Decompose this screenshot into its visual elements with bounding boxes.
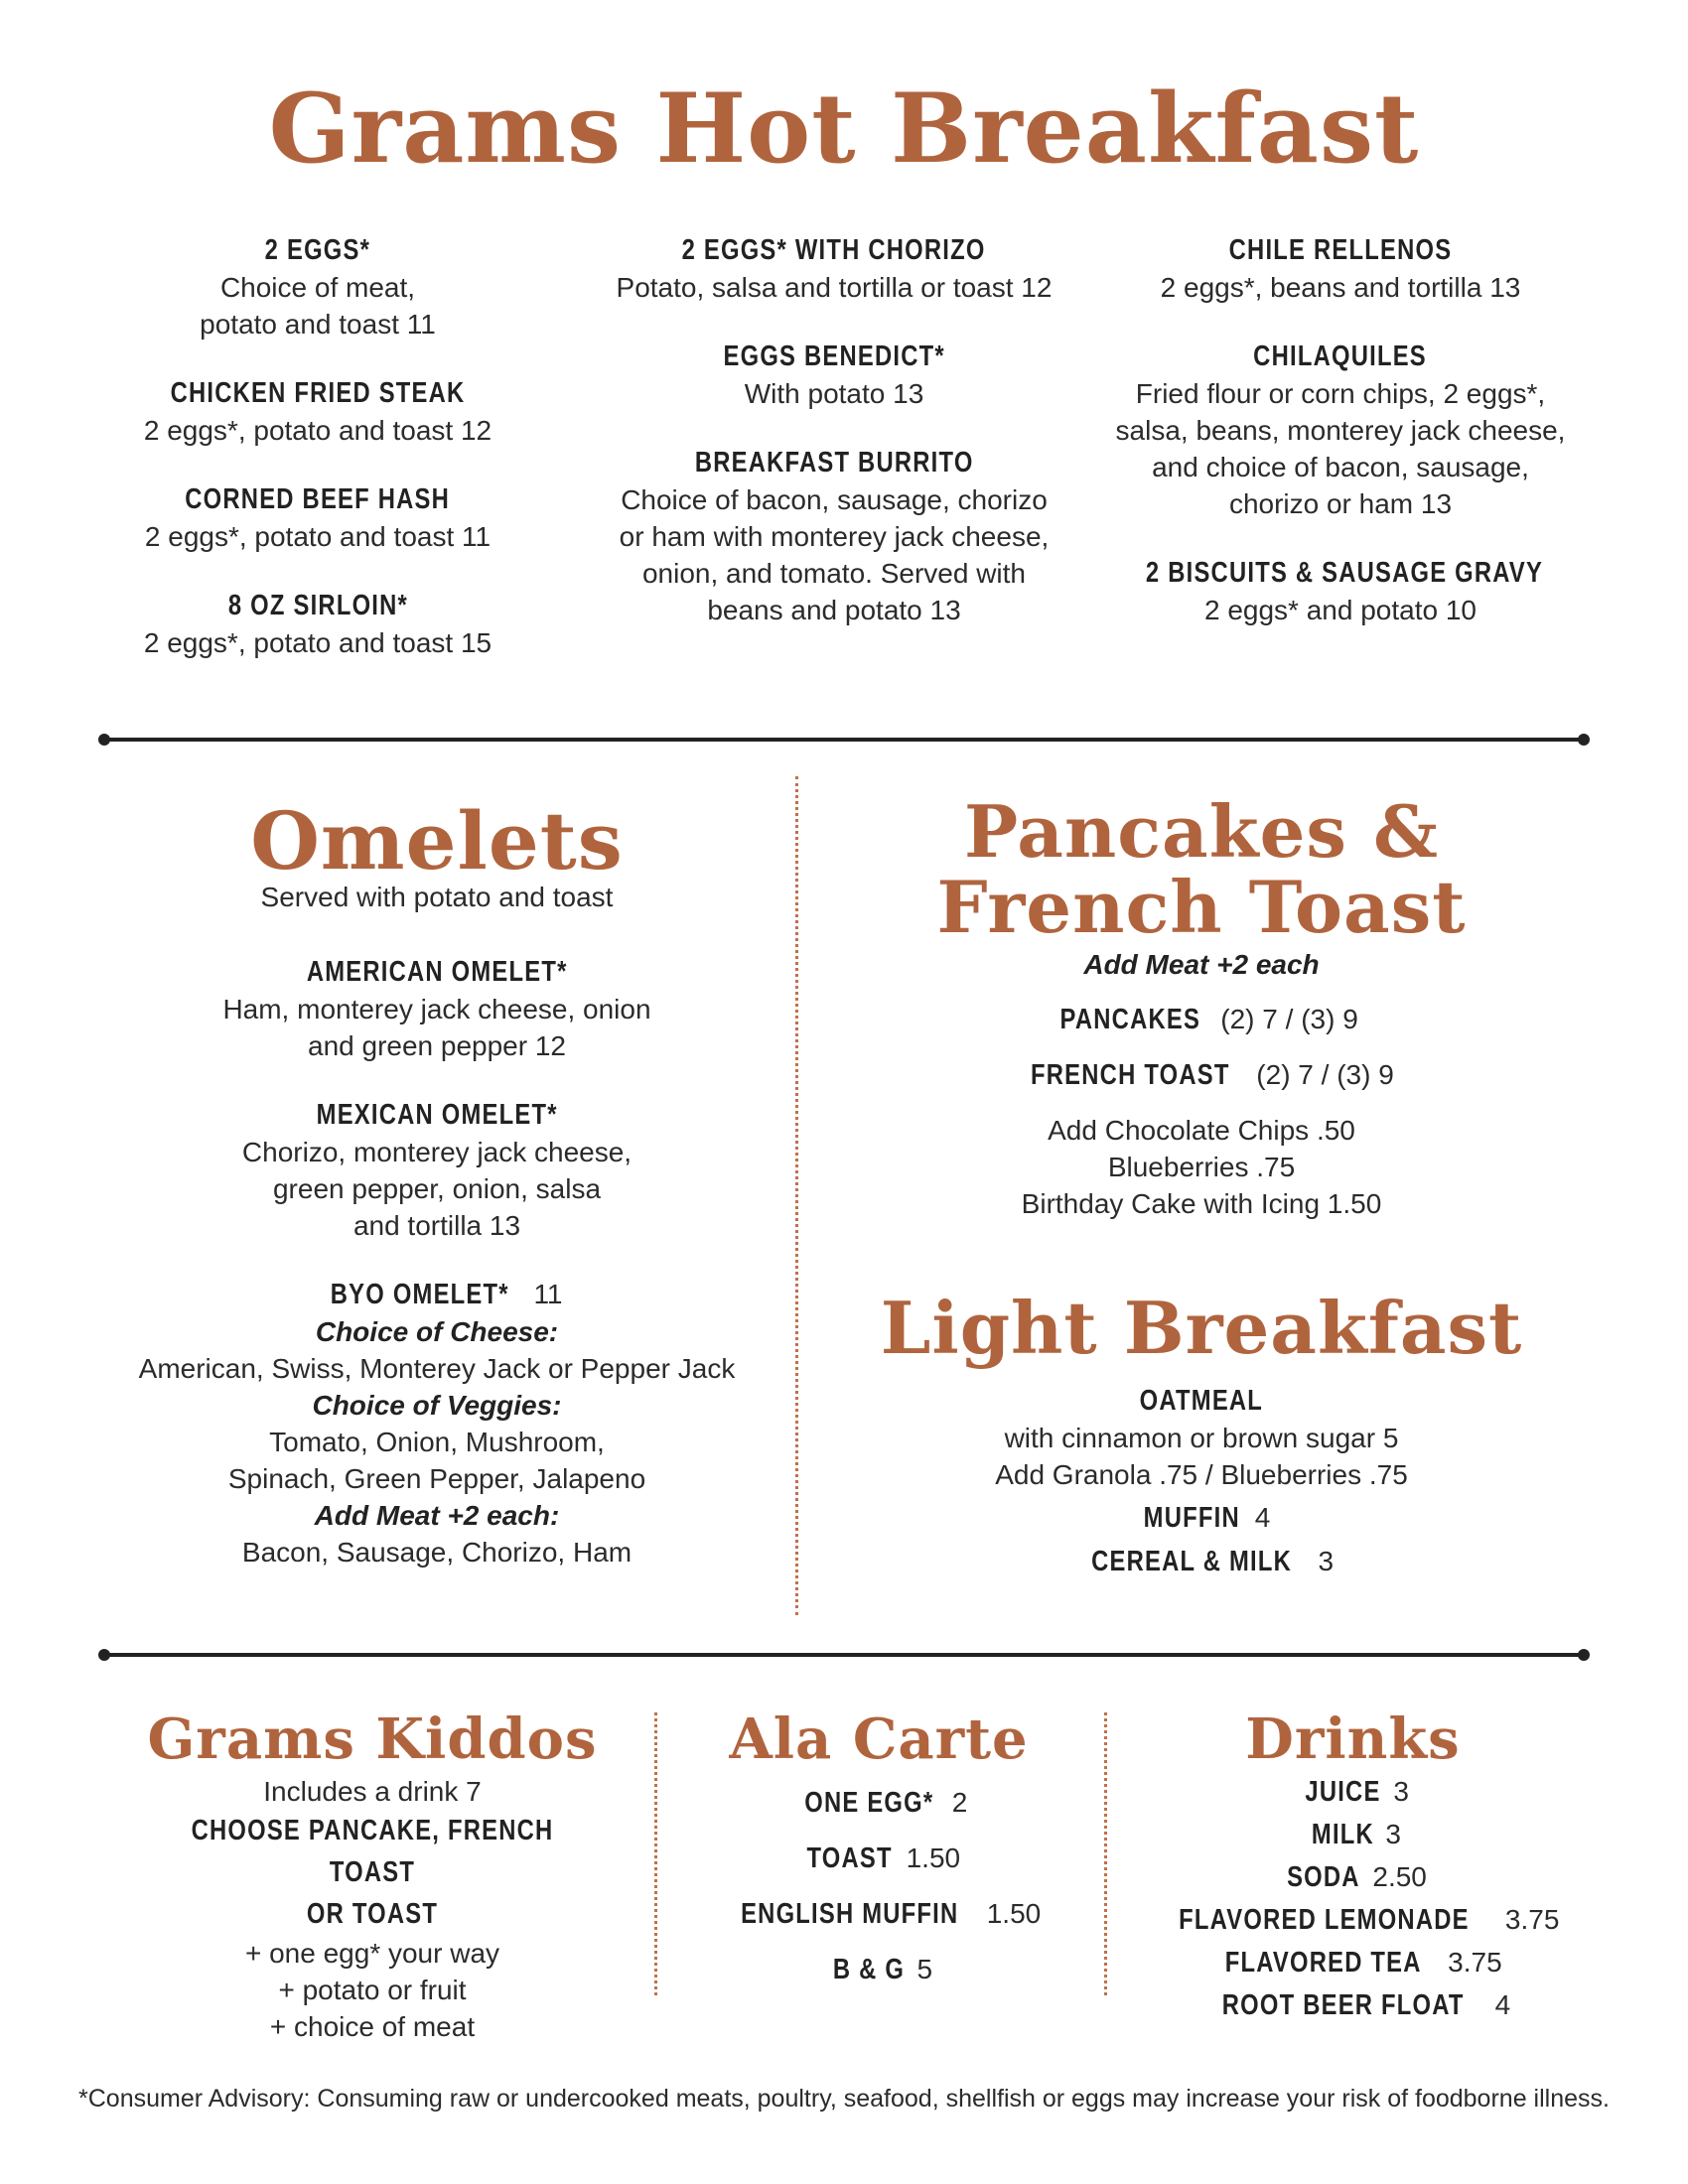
menu-item — [1102, 554, 1579, 628]
drinks-section — [1117, 1773, 1589, 2024]
ala-carte-section — [665, 1784, 1092, 1988]
pancakes-title-line1: Pancakes & — [964, 789, 1439, 874]
veggies-label: Choice of Veggies: — [312, 1390, 562, 1421]
item-price: 3 — [1393, 1776, 1409, 1807]
menu-item — [1117, 1944, 1589, 1981]
item-name: AMERICAN OMELET* — [306, 956, 568, 988]
light-breakfast-section — [854, 1382, 1549, 1580]
menu-item — [854, 1499, 1549, 1537]
cheese-label: Choice of Cheese: — [315, 1316, 559, 1347]
kiddos-extras: + one egg* your way + potato or fruit + choice of meat — [244, 1938, 500, 2042]
section-divider — [104, 738, 1584, 742]
kiddos-choose: CHOOSE PANCAKE, FRENCH TOAST OR TOAST — [191, 1815, 554, 1930]
meat-options: Bacon, Sausage, Chorizo, Ham — [241, 1537, 633, 1568]
item-name: BREAKFAST BURRITO — [694, 447, 974, 478]
menu-item — [1102, 231, 1579, 306]
item-name: CHILAQUILES — [1253, 341, 1428, 372]
item-description: 2 eggs*, potato and toast 11 — [144, 521, 492, 552]
item-description: Ham, monterey jack cheese, onion and green pepper 12 — [222, 994, 651, 1061]
menu-item — [854, 1001, 1549, 1038]
item-name: CHILE RELLENOS — [1228, 234, 1453, 266]
item-description: Fried flour or corn chips, 2 eggs*, salsa, beans, monterey jack cheese, and choice of bacon, sausage, chorizo or ham 13 — [1115, 378, 1566, 519]
item-description: Potato, salsa and tortilla or toast 12 — [616, 272, 1053, 303]
add-meat-note: Add Meat +2 each — [1083, 949, 1320, 980]
item-price: 3 — [1318, 1546, 1335, 1576]
vertical-divider — [795, 776, 798, 1615]
item-name: CHICKEN FRIED STEAK — [170, 377, 466, 409]
menu-item — [854, 1056, 1549, 1094]
item-name: ENGLISH MUFFIN — [740, 1898, 959, 1930]
item-name: EGGS BENEDICT* — [723, 341, 945, 372]
omelets-subtitle: Served with potato and toast — [260, 882, 614, 912]
item-name: MUFFIN — [1143, 1502, 1240, 1534]
ala-carte-title: Ala Carte — [729, 1706, 1029, 1772]
divider-dot-right — [1578, 734, 1590, 746]
item-price: (2) 7 / (3) 9 — [1220, 1004, 1358, 1034]
menu-item — [109, 231, 526, 342]
menu-item — [1117, 1816, 1589, 1853]
item-description: 2 eggs*, potato and toast 12 — [143, 415, 492, 446]
menu-item — [109, 480, 526, 555]
item-price: 4 — [1494, 1989, 1511, 2020]
menu-item — [1117, 1986, 1589, 2024]
consumer-advisory: *Consumer Advisory: Consuming raw or undercooked meats, poultry, seafood, shellfish or eggs may increase your risk of foodborne illness. — [78, 2085, 1610, 2113]
item-name: FLAVORED TEA — [1225, 1947, 1422, 1979]
item-name: CEREAL & MILK — [1091, 1546, 1292, 1577]
menu-item — [576, 444, 1092, 628]
omelets-section — [109, 879, 765, 1570]
hot-breakfast-column-1 — [109, 231, 526, 661]
menu-item — [854, 1543, 1549, 1580]
item-description: Chorizo, monterey jack cheese, green pepper, onion, salsa and tortilla 13 — [241, 1137, 633, 1241]
item-description: 2 eggs*, beans and tortilla 13 — [1160, 272, 1521, 303]
page-title: Grams Hot Breakfast — [268, 72, 1420, 185]
item-price: 11 — [533, 1279, 563, 1309]
item-description: 2 eggs*, potato and toast 15 — [143, 627, 492, 658]
pancakes-section — [854, 946, 1549, 1222]
item-price: 3.75 — [1448, 1947, 1502, 1978]
hot-breakfast-column-3 — [1102, 231, 1579, 628]
menu-item — [1117, 1858, 1589, 1896]
addon-blueberries: Blueberries .75 — [1107, 1152, 1296, 1182]
item-price: 1.50 — [906, 1843, 961, 1873]
item-name: 8 OZ SIRLOIN* — [227, 590, 408, 621]
item-name: BYO OMELET* — [331, 1279, 510, 1310]
menu-item — [1117, 1773, 1589, 1811]
hot-breakfast-column-2 — [576, 231, 1092, 628]
item-description: Choice of bacon, sausage, chorizo or ham with monterey jack cheese, onion, and tomato. Served with beans and potato 13 — [619, 484, 1050, 625]
item-name: FRENCH TOAST — [1031, 1059, 1230, 1091]
menu-item-byo — [109, 1276, 765, 1570]
item-price: 2 — [951, 1787, 968, 1818]
item-price: (2) 7 / (3) 9 — [1256, 1059, 1394, 1090]
item-price: 3.75 — [1504, 1904, 1560, 1935]
menu-item — [1117, 1901, 1589, 1939]
menu-item — [576, 338, 1092, 412]
item-name: TOAST — [806, 1843, 893, 1874]
item-name: 2 EGGS* — [264, 234, 371, 266]
item-price: 2.50 — [1372, 1861, 1427, 1892]
item-name: SODA — [1287, 1861, 1360, 1893]
item-price: 1.50 — [986, 1898, 1042, 1929]
item-name: MILK — [1311, 1819, 1375, 1850]
light-breakfast-title: Light Breakfast — [880, 1286, 1523, 1370]
kiddos-title: Grams Kiddos — [147, 1706, 598, 1772]
item-price: 3 — [1385, 1819, 1401, 1849]
section-divider — [104, 1653, 1584, 1657]
item-name: JUICE — [1305, 1776, 1381, 1808]
menu-item — [109, 1096, 765, 1244]
item-name: PANCAKES — [1059, 1004, 1201, 1035]
kiddos-section — [109, 1773, 635, 2045]
addon-chocolate: Add Chocolate Chips .50 — [1048, 1115, 1355, 1146]
item-name: ROOT BEER FLOAT — [1221, 1989, 1465, 2021]
item-name: B & G — [832, 1954, 906, 1985]
item-price: 4 — [1254, 1502, 1271, 1533]
pancakes-title-line2: French Toast — [936, 864, 1467, 949]
item-description: with cinnamon or brown sugar 5 Add Granola .75 / Blueberries .75 — [995, 1423, 1408, 1490]
item-name: CORNED BEEF HASH — [185, 483, 451, 515]
menu-item — [665, 1840, 1092, 1877]
kiddos-intro: Includes a drink 7 — [263, 1776, 482, 1807]
item-name: MEXICAN OMELET* — [316, 1099, 558, 1131]
divider-dot-right — [1578, 1649, 1590, 1661]
pancakes-title — [854, 789, 1549, 949]
meat-label: Add Meat +2 each: — [314, 1500, 560, 1531]
item-description: Choice of meat, potato and toast 11 — [200, 272, 436, 340]
item-name: 2 EGGS* WITH CHORIZO — [681, 234, 987, 266]
item-name: FLAVORED LEMONADE — [1178, 1904, 1470, 1936]
item-description: With potato 13 — [744, 378, 924, 409]
item-name: ONE EGG* — [803, 1787, 934, 1819]
menu-item — [665, 1895, 1092, 1933]
menu-item — [854, 1382, 1549, 1493]
menu-item — [109, 953, 765, 1064]
item-description: 2 eggs* and potato 10 — [1203, 595, 1477, 625]
drinks-title: Drinks — [1245, 1706, 1461, 1772]
item-name: OATMEAL — [1139, 1385, 1264, 1417]
menu-item — [665, 1951, 1092, 1988]
menu-item — [109, 374, 526, 449]
vertical-divider — [1104, 1712, 1107, 1995]
menu-item — [665, 1784, 1092, 1822]
cheese-options: American, Swiss, Monterey Jack or Pepper Jack — [138, 1353, 736, 1384]
veggies-options: Tomato, Onion, Mushroom, Spinach, Green Pepper, Jalapeno — [227, 1427, 646, 1494]
vertical-divider — [654, 1712, 657, 1995]
addon-birthday-cake: Birthday Cake with Icing 1.50 — [1021, 1188, 1382, 1219]
item-name: 2 BISCUITS & SAUSAGE GRAVY — [1145, 557, 1544, 589]
item-price: 5 — [916, 1954, 933, 1984]
menu-item — [1102, 338, 1579, 522]
omelets-title: Omelets — [250, 794, 624, 887]
menu-item — [576, 231, 1092, 306]
menu-item — [109, 587, 526, 661]
